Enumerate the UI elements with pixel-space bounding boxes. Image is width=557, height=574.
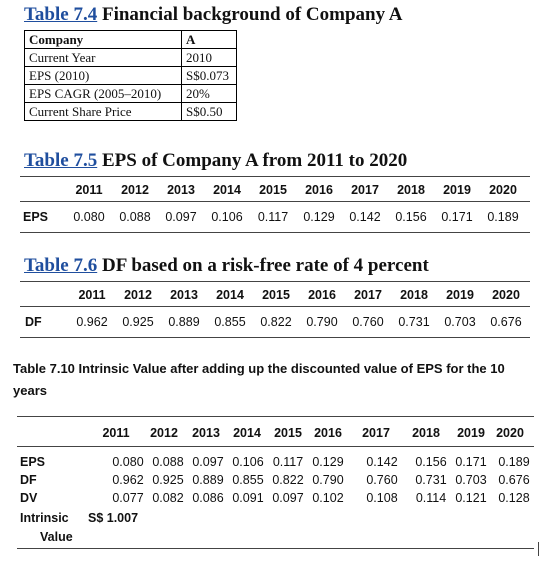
table-7-6-top-rule — [20, 281, 530, 282]
table-7-5-caption — [24, 150, 407, 172]
table-7-4-caption — [24, 4, 403, 26]
table-7-10-df-row — [0, 471, 557, 489]
table-header-company: Company — [25, 31, 182, 49]
table-row — [25, 31, 237, 49]
year-cell: 2013 — [192, 426, 220, 440]
value-cell: 0.106 — [232, 455, 264, 469]
value-cell: 0.077 — [112, 491, 144, 505]
value-cell: 0.676 — [498, 473, 530, 487]
table-7-10-title — [13, 358, 505, 402]
table-7-6-bottom-rule — [20, 337, 530, 338]
table-7-10-top-rule — [17, 416, 534, 417]
value-cell: 0.086 — [192, 491, 224, 505]
value-cell: 0.189 — [498, 455, 530, 469]
year-cell: 2017 — [351, 183, 379, 197]
year-cell: 2014 — [216, 288, 244, 302]
value-cell: 0.925 — [122, 315, 154, 329]
table-7-6-df-row — [0, 313, 557, 331]
value-cell: 0.097 — [272, 491, 304, 505]
table-7-4-ref[interactable]: Table 7.4 — [24, 4, 98, 25]
year-cell: 2015 — [274, 426, 302, 440]
table-7-10-mid-rule — [17, 446, 534, 447]
table-cell: 20% — [182, 85, 237, 103]
table-cell: S$0.073 — [182, 67, 237, 85]
year-cell: 2013 — [170, 288, 198, 302]
table-7-10-bottom-rule — [17, 548, 534, 549]
value-cell: 0.962 — [76, 315, 108, 329]
value-cell: 0.790 — [306, 315, 338, 329]
value-cell: 0.703 — [444, 315, 476, 329]
row-label: DV — [20, 491, 38, 505]
year-cell: 2018 — [400, 288, 428, 302]
table-7-10-eps-row — [0, 453, 557, 471]
year-cell: 2013 — [167, 183, 195, 197]
value-cell: 0.080 — [112, 455, 144, 469]
value-cell: 0.080 — [73, 210, 105, 224]
value-cell: 0.088 — [152, 455, 184, 469]
year-cell: 2019 — [446, 288, 474, 302]
year-cell: 2020 — [496, 426, 524, 440]
value-cell: 0.082 — [152, 491, 184, 505]
value-cell: 0.855 — [214, 315, 246, 329]
value-cell: 0.760 — [352, 315, 384, 329]
year-cell: 2018 — [397, 183, 425, 197]
table-7-5-eps-row — [0, 208, 557, 226]
year-cell: 2011 — [75, 183, 103, 197]
table-7-5-years-row — [0, 181, 557, 199]
table-cell: 2010 — [182, 49, 237, 67]
value-cell: 0.097 — [192, 455, 224, 469]
value-cell: 0.142 — [349, 210, 381, 224]
value-cell: 0.129 — [312, 455, 344, 469]
value-cell: 0.676 — [490, 315, 522, 329]
year-cell: 2014 — [233, 426, 261, 440]
intrinsic-value: S$ 1.007 — [88, 511, 139, 525]
value-cell: 0.128 — [498, 491, 530, 505]
table-7-10-dv-row — [0, 489, 557, 507]
value-cell: 0.171 — [455, 455, 487, 469]
table-row — [25, 103, 237, 121]
year-cell: 2011 — [102, 426, 130, 440]
row-label: DF — [25, 315, 42, 329]
table-7-4 — [24, 30, 237, 121]
year-cell: 2017 — [354, 288, 382, 302]
value-cell: 0.889 — [192, 473, 224, 487]
value-cell: 0.117 — [272, 455, 304, 469]
table-7-10-intrinsic-row-2 — [0, 528, 557, 546]
table-7-10-years-row — [0, 424, 557, 442]
year-cell: 2017 — [362, 426, 390, 440]
table-7-10-title-line-1: Table 7.10 Intrinsic Value after adding up the discounted value of EPS for the 10 — [13, 361, 505, 376]
text-cursor — [538, 542, 539, 556]
table-7-5-title: EPS of Company A from 2011 to 2020 — [101, 150, 408, 171]
value-cell: 0.171 — [441, 210, 473, 224]
value-cell: 0.790 — [312, 473, 344, 487]
table-7-6-title: DF based on a risk-free rate of 4 percent — [101, 255, 429, 276]
value-cell: 0.822 — [272, 473, 304, 487]
row-label: DF — [20, 473, 37, 487]
value-cell: 0.114 — [415, 491, 447, 505]
value-cell: 0.760 — [366, 473, 398, 487]
year-cell: 2020 — [489, 183, 517, 197]
table-cell: S$0.50 — [182, 103, 237, 121]
value-cell: 0.091 — [232, 491, 264, 505]
table-7-10-intrinsic-row — [0, 509, 557, 527]
year-cell: 2018 — [412, 426, 440, 440]
value-cell: 0.106 — [211, 210, 243, 224]
year-cell: 2016 — [305, 183, 333, 197]
value-cell: 0.156 — [395, 210, 427, 224]
table-7-10-title-line-2: years — [13, 383, 47, 398]
table-7-5-top-rule — [20, 176, 530, 177]
year-cell: 2016 — [314, 426, 342, 440]
year-cell: 2011 — [78, 288, 106, 302]
year-cell: 2019 — [443, 183, 471, 197]
table-7-6-caption — [24, 255, 429, 277]
table-7-4-title: Financial background of Company A — [101, 4, 403, 25]
year-cell: 2020 — [492, 288, 520, 302]
value-cell: 0.889 — [168, 315, 200, 329]
value-cell: 0.822 — [260, 315, 292, 329]
year-cell: 2015 — [259, 183, 287, 197]
table-row — [25, 85, 237, 103]
table-cell: EPS CAGR (2005–2010) — [25, 85, 182, 103]
table-7-5-mid-rule — [20, 201, 530, 202]
value-cell: 0.925 — [152, 473, 184, 487]
table-7-5-bottom-rule — [20, 232, 530, 233]
table-7-5-ref[interactable]: Table 7.5 — [24, 150, 98, 171]
year-cell: 2016 — [308, 288, 336, 302]
value-cell: 0.129 — [303, 210, 335, 224]
intrinsic-label-2: Value — [40, 530, 73, 544]
value-cell: 0.102 — [312, 491, 344, 505]
value-cell: 0.962 — [112, 473, 144, 487]
year-cell: 2019 — [457, 426, 485, 440]
value-cell: 0.097 — [165, 210, 197, 224]
year-cell: 2014 — [213, 183, 241, 197]
value-cell: 0.703 — [455, 473, 487, 487]
table-row — [25, 49, 237, 67]
row-label: EPS — [20, 455, 46, 469]
value-cell: 0.156 — [415, 455, 447, 469]
table-7-6-years-row — [0, 286, 557, 304]
value-cell: 0.117 — [257, 210, 289, 224]
table-cell: Current Share Price — [25, 103, 182, 121]
table-cell: Current Year — [25, 49, 182, 67]
year-cell: 2012 — [150, 426, 178, 440]
value-cell: 0.108 — [366, 491, 398, 505]
table-cell: EPS (2010) — [25, 67, 182, 85]
year-cell: 2012 — [124, 288, 152, 302]
table-row — [25, 67, 237, 85]
value-cell: 0.731 — [398, 315, 430, 329]
year-cell: 2015 — [262, 288, 290, 302]
intrinsic-label: Intrinsic — [20, 511, 69, 525]
value-cell: 0.189 — [487, 210, 519, 224]
value-cell: 0.088 — [119, 210, 151, 224]
table-7-6-ref[interactable]: Table 7.6 — [24, 255, 98, 276]
row-label: EPS — [23, 210, 49, 224]
table-7-6-mid-rule — [20, 306, 530, 307]
value-cell: 0.855 — [232, 473, 264, 487]
table-header-a: A — [182, 31, 237, 49]
value-cell: 0.731 — [415, 473, 447, 487]
value-cell: 0.142 — [366, 455, 398, 469]
year-cell: 2012 — [121, 183, 149, 197]
value-cell: 0.121 — [455, 491, 487, 505]
